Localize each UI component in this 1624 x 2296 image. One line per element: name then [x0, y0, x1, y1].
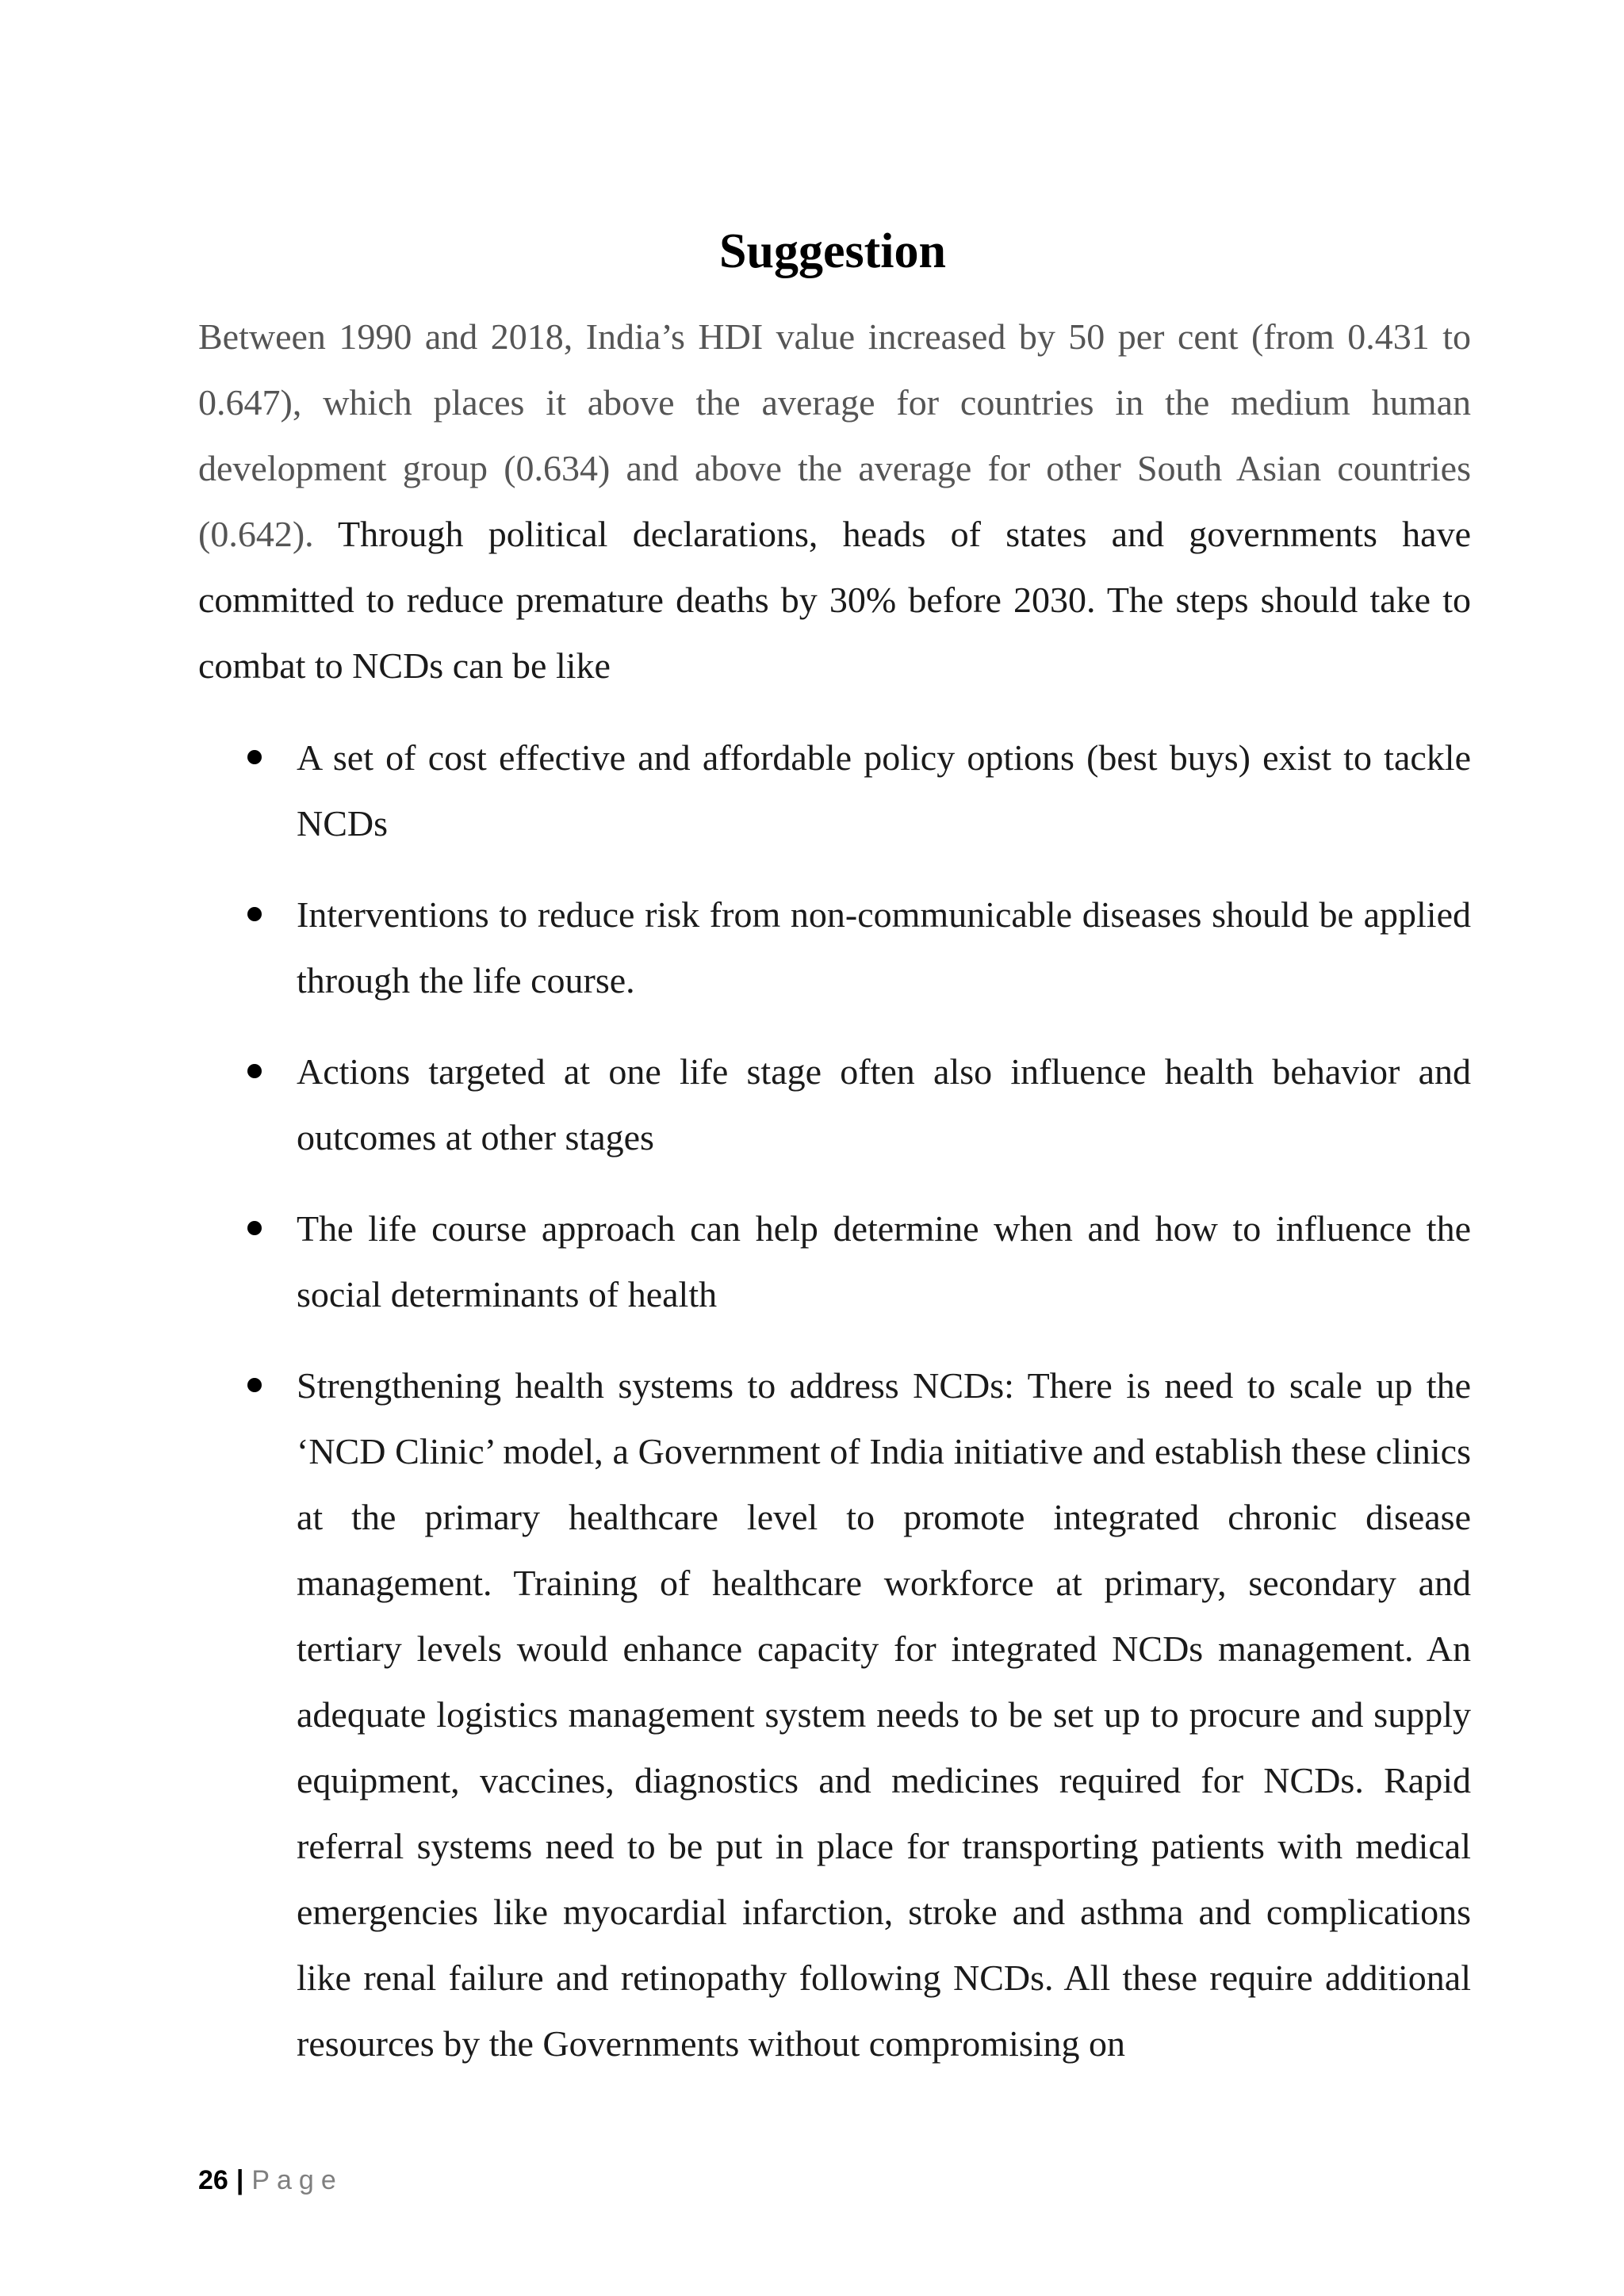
- list-item: [198, 1353, 1471, 2076]
- footer-separator: |: [236, 2165, 244, 2195]
- suggestion-list: [198, 725, 1471, 2102]
- bullet-icon: [247, 907, 262, 921]
- list-item: [198, 725, 1471, 856]
- intro-text-hdi: Between 1990 and 2018, India’s HDI value increased by 50 per cent (from 0.431 to 0.647), which places it above the average for countries in the medium human development group (0.634) and above the average for other South Asian countries (0.642).: [198, 316, 1471, 554]
- page-footer: [198, 2164, 343, 2197]
- page-number: 26: [198, 2165, 228, 2195]
- bullet-icon: [247, 1064, 262, 1078]
- bullet-icon: [247, 750, 262, 764]
- list-item: [198, 1039, 1471, 1170]
- list-item: [198, 1196, 1471, 1327]
- page-title: Suggestion: [719, 224, 946, 278]
- bullet-icon: [247, 1221, 262, 1235]
- intro-paragraph: [198, 304, 1471, 698]
- intro-text-commitment: Through political declarations, heads of states and governments have committed to reduce premature deaths by 30% before 2030. The steps should take to combat to NCDs can be like: [198, 514, 1471, 686]
- bullet-icon: [247, 1378, 262, 1392]
- list-item-text: A set of cost effective and affordable policy options (best buys) exist to tackle NCDs: [297, 737, 1471, 844]
- list-item-text: The life course approach can help determine when and how to influence the social determinants of health: [297, 1208, 1471, 1314]
- list-item-text: Strengthening health systems to address NCDs: There is need to scale up the ‘NCD Clinic’ model, a Government of India initiative and establish these clinics at the primary healthcare level to promote integrated chronic disease management. Training of healthcare workforce at primary, secondary and tertiary levels would enhance capacity for integrated NCDs management. An adequate logistics management system needs to be set up to procure and supply equipment, vaccines, diagnostics and medicines required for NCDs. Rapid referral systems need to be put in place for transporting patients with medical emergencies like myocardial infarction, stroke and asthma and complications like renal failure and retinopathy following NCDs. All these require additional resources by the Governments without compromising on: [297, 1365, 1471, 2064]
- list-item-text: Interventions to reduce risk from non-communicable diseases should be applied through the life course.: [297, 894, 1471, 1001]
- list-item: [198, 882, 1471, 1013]
- list-item-text: Actions targeted at one life stage often also influence health behavior and outcomes at other stages: [297, 1051, 1471, 1158]
- page-label: Page: [251, 2165, 343, 2195]
